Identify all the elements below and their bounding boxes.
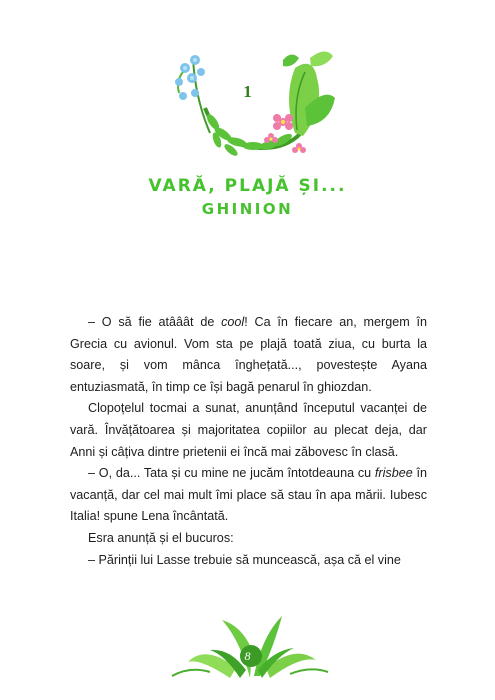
text-segment: ! Ca în fiecare an, mergem în Grecia cu avionul. Vom sta pe plajă toată ziua, cu burta la soare, și vom mânca înghețată..., povestește Ayana entuziasmată, în timp ce își bagă penarul în ghiozdan. (70, 315, 427, 394)
text-segment: – Părinții lui Lasse trebuie să muncească, așa că el vine (88, 552, 401, 567)
paragraph (70, 312, 427, 398)
text-segment: – O, da... Tata și cu mine ne jucăm întotdeauna cu (88, 466, 375, 481)
paragraph (70, 398, 427, 463)
chapter-number: 1 (243, 82, 252, 101)
text-segment: în vacanță, dar cel mai mult îmi place să stau în apa mării. Iubesc Italia! spune Lena încântată. (70, 466, 427, 524)
chapter-title-line-2: GHINION (201, 200, 294, 218)
text-segment: Esra anunță și el bucuros: (88, 530, 234, 545)
body-text (70, 312, 427, 571)
paragraph (70, 550, 427, 572)
leaf-cluster-ornament (170, 600, 330, 678)
page-number: 8 (244, 649, 251, 663)
italic-text-segment: frisbee (374, 466, 413, 481)
paragraph (70, 463, 427, 528)
text-segment: Clopoțelul tocmai a sunat, anunțând începutul vacanței de vară. Învățătoarea și majoritatea copiilor au plecat deja, dar Anni și câțiva dintre prietenii ei încă mai zăbovesc în clasă. (70, 401, 427, 459)
text-segment: – O să fie atââât de (88, 315, 222, 329)
chapter-title-line-1: VARĂ, PLAJĂ ȘI... (148, 176, 347, 196)
paragraph (70, 528, 427, 550)
italic-text-segment: cool (221, 315, 245, 329)
